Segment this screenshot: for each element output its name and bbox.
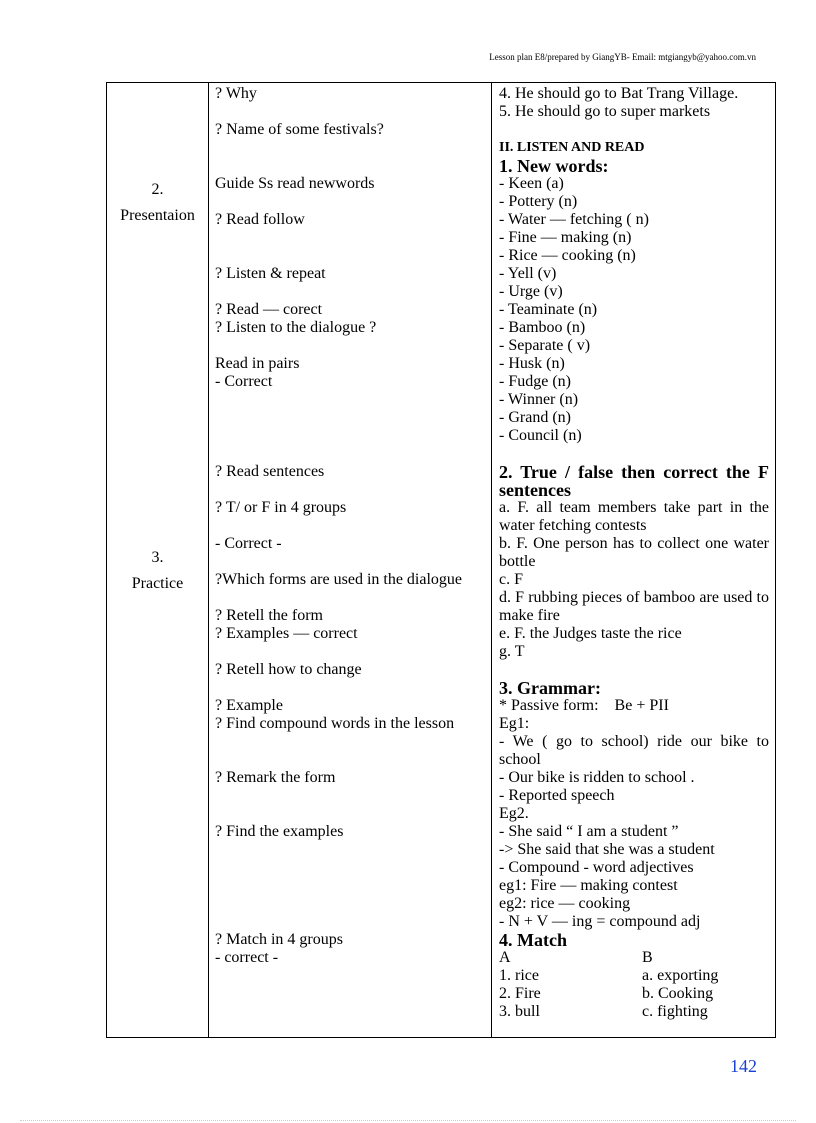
activity-line: ? Read — corect — [215, 301, 323, 318]
list-item: - Council (n) — [499, 427, 582, 444]
match-row — [499, 985, 769, 1003]
activity-line: ? Examples — correct — [215, 625, 358, 642]
content-line: eg2: rice — cooking — [499, 895, 631, 912]
activity-line: ? T/ or F in 4 groups — [215, 499, 347, 516]
column-a-header: A — [499, 949, 511, 966]
section-heading: II. LISTEN AND READ — [499, 140, 645, 155]
list-item: - Urge (v) — [499, 283, 563, 300]
teacher-activities-column — [215, 85, 483, 967]
activity-line: ? Read follow — [215, 211, 305, 228]
match-row — [499, 967, 769, 985]
activity-line: ? Retell how to change — [215, 661, 362, 678]
footer-divider — [20, 1120, 796, 1121]
activity-line: ? Read sentences — [215, 463, 325, 480]
activity-line: - Correct - — [215, 535, 282, 552]
content-line: Eg2. — [499, 805, 529, 822]
stage-label: Presentaion — [120, 207, 195, 224]
activity-line: ? Match in 4 groups — [215, 931, 343, 948]
page-header: Lesson plan E8/prepared by GiangYB- Email: mtgiangyb@yahoo.com.vn — [489, 52, 756, 62]
list-item: - Water — fetching ( n) — [499, 211, 649, 228]
list-item: - Bamboo (n) — [499, 319, 586, 336]
stage-number: 2. — [151, 181, 164, 198]
content-line: eg1: Fire — making contest — [499, 877, 678, 894]
match-a: 2. Fire — [499, 985, 541, 1002]
activity-line: ? Find compound words in the lesson — [215, 715, 455, 732]
list-item: - Teaminate (n) — [499, 301, 598, 318]
activity-line: Guide Ss read newwords — [215, 175, 375, 192]
activity-line: ? Remark the form — [215, 769, 336, 786]
content-line: - Compound - word adjectives — [499, 859, 694, 876]
content-line: d. F rubbing pieces of bamboo are used to make fire — [499, 589, 769, 624]
match-a: 3. bull — [499, 1003, 540, 1020]
match-b: c. fighting — [642, 1003, 708, 1020]
activity-line: ? Listen & repeat — [215, 265, 326, 282]
content-line: - She said “ I am a student ” — [499, 823, 679, 840]
activity-line: ?Which forms are used in the dialogue — [215, 571, 463, 588]
list-item: - Husk (n) — [499, 355, 565, 372]
list-item: - Winner (n) — [499, 391, 579, 408]
page-number: 142 — [730, 1056, 757, 1076]
stage-practice — [107, 545, 208, 597]
content-line: b. F. One person has to collect one water bottle — [499, 535, 769, 570]
activity-line: ? Example — [215, 697, 283, 714]
content-line: Eg1: — [499, 715, 530, 732]
match-header — [499, 949, 769, 967]
content-line: - Our bike is ridden to school . — [499, 769, 695, 786]
column-divider — [491, 83, 492, 1037]
match-b: b. Cooking — [642, 985, 714, 1002]
content-line: a. F. all team members take part in the water fetching contests — [499, 499, 769, 534]
stage-number: 3. — [151, 549, 164, 566]
content-line: - N + V — ing = compound adj — [499, 913, 701, 930]
subsection-heading: 1. New words: — [499, 156, 609, 176]
match-b: a. exporting — [642, 967, 719, 984]
list-item: - Separate ( v) — [499, 337, 591, 354]
content-line: e. F. the Judges taste the rice — [499, 625, 682, 642]
list-item: - Fine — making (n) — [499, 229, 632, 246]
list-item: - Yell (v) — [499, 265, 557, 282]
content-line: 4. He should go to Bat Trang Village. — [499, 85, 739, 102]
content-line: - We ( go to school) ride our bike to school — [499, 733, 769, 768]
word-list — [499, 175, 769, 445]
stage-label: Practice — [131, 575, 184, 592]
activity-line: Read in pairs — [215, 355, 300, 372]
list-item: - Keen (a) — [499, 175, 564, 192]
content-line: 5. He should go to super markets — [499, 103, 711, 120]
activity-line: - correct - — [215, 949, 279, 966]
activity-line: - Correct — [215, 373, 273, 390]
stage-presentation — [107, 177, 208, 229]
activity-line: ? Listen to the dialogue ? — [215, 319, 377, 336]
activity-line: ? Name of some festivals? — [215, 121, 384, 138]
subsection-heading: 2. True / false then correct the F sentences — [499, 462, 769, 500]
content-column — [499, 85, 769, 1021]
list-item: - Pottery (n) — [499, 193, 578, 210]
list-item: - Grand (n) — [499, 409, 571, 426]
content-line: - Reported speech — [499, 787, 615, 804]
subsection-heading: 3. Grammar: — [499, 678, 601, 698]
match-row — [499, 1003, 769, 1021]
activity-line: ? Find the examples — [215, 823, 344, 840]
column-divider — [208, 83, 209, 1037]
list-item: - Fudge (n) — [499, 373, 571, 390]
subsection-heading: 4. Match — [499, 930, 567, 950]
match-a: 1. rice — [499, 967, 539, 984]
column-b-header: B — [642, 949, 653, 966]
activity-line: ? Retell the form — [215, 607, 323, 624]
list-item: - Rice — cooking (n) — [499, 247, 636, 264]
content-line: c. F — [499, 571, 523, 588]
content-line: * Passive form: Be + PII — [499, 697, 669, 714]
content-line: g. T — [499, 643, 525, 660]
activity-line: ? Why — [215, 85, 257, 102]
content-line: -> She said that she was a student — [499, 841, 715, 858]
lesson-table — [106, 82, 776, 1038]
